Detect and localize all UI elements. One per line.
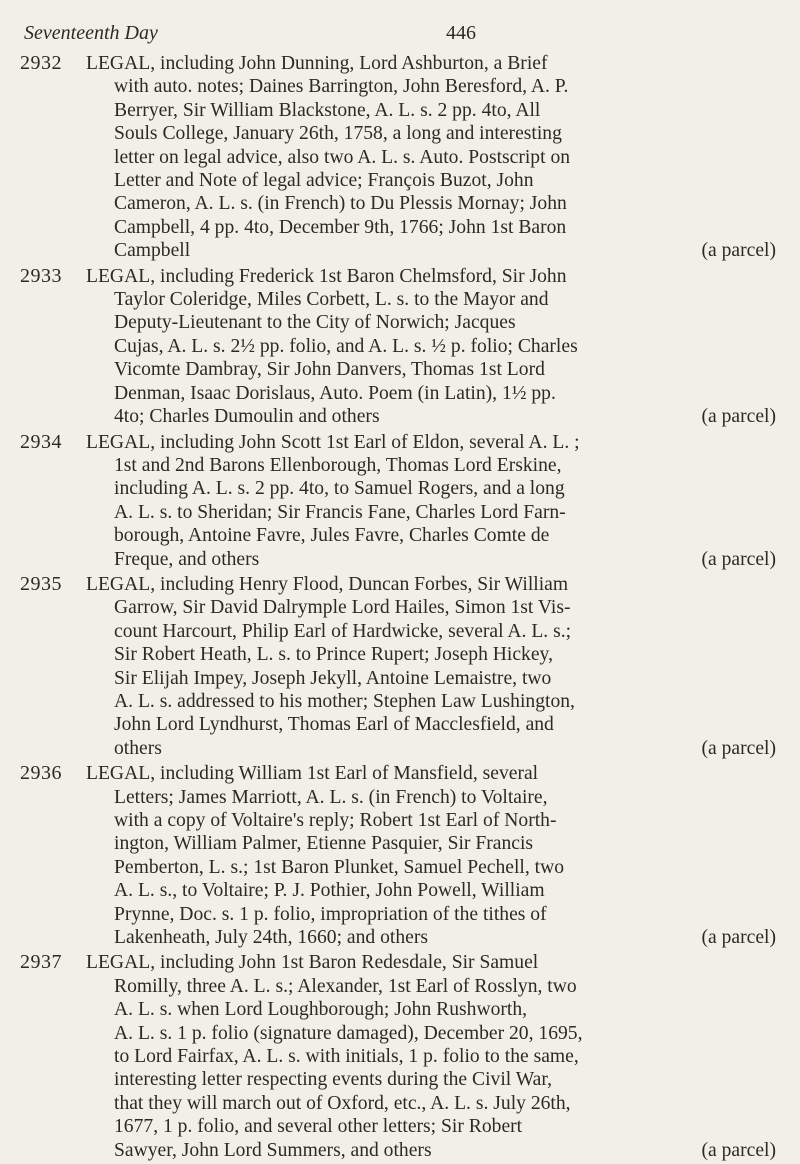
lot-list (20, 52, 780, 1164)
description-line: Sir Robert Heath, L. s. to Prince Rupert; Joseph Hickey, (114, 644, 553, 666)
description-line: Deputy-Lieutenant to the City of Norwich; Jacques (114, 312, 516, 334)
description-line: borough, Antoine Favre, Jules Favre, Charles Comte de (114, 525, 550, 547)
description-line: with auto. notes; Daines Barrington, John Beresford, A. P. (114, 76, 569, 98)
parcel-note: (a parcel) (701, 240, 776, 262)
lot-description (86, 431, 780, 571)
lot-final-line (86, 926, 780, 949)
lot-final-line (86, 1139, 780, 1162)
description-line: that they will march out of Oxford, etc., A. L. s. July 26th, (114, 1092, 571, 1114)
parcel-note: (a parcel) (701, 927, 776, 949)
description-line: Berryer, Sir William Blackstone, A. L. s. 2 pp. 4to, All (114, 99, 541, 121)
lot-final-line (86, 737, 780, 760)
description-line: Campbell (114, 240, 191, 262)
description-line: 4to; Charles Dumoulin and others (114, 406, 380, 428)
description-line: Denman, Isaac Dorislaus, Auto. Poem (in Latin), 1½ pp. (114, 382, 556, 404)
description-line: ington, William Palmer, Etienne Pasquier, Sir Francis (114, 833, 534, 855)
page-header (24, 22, 760, 48)
parcel-note: (a parcel) (701, 1139, 776, 1161)
description-line: Garrow, Sir David Dalrymple Lord Hailes, Simon 1st Vis- (114, 597, 571, 619)
description-line: to Lord Fairfax, A. L. s. with initials, 1 p. folio to the same, (114, 1046, 579, 1068)
description-line: Sawyer, John Lord Summers, and others (114, 1139, 432, 1161)
description-line: Cameron, A. L. s. (in French) to Du Plessis Mornay; John (114, 193, 567, 215)
lot-final-line (86, 239, 780, 262)
description-line: A. L. s. 1 p. folio (signature damaged), December 20, 1695, (114, 1022, 583, 1044)
description-line: 1st and 2nd Barons Ellenborough, Thomas Lord Erskine, (114, 454, 562, 476)
description-line: Freque, and others (114, 548, 260, 570)
lot-description (86, 762, 780, 949)
description-line: Cujas, A. L. s. 2½ pp. folio, and A. L. s. ½ p. folio; Charles (114, 335, 578, 357)
parcel-note: (a parcel) (701, 737, 776, 759)
description-line: LEGAL, including Frederick 1st Baron Chelmsford, Sir John (86, 265, 567, 287)
description-line: Letters; James Marriott, A. L. s. (in French) to Voltaire, (114, 786, 548, 808)
description-line: A. L. s. to Sheridan; Sir Francis Fane, Charles Lord Farn- (114, 501, 566, 523)
description-line: count Harcourt, Philip Earl of Hardwicke, several A. L. s.; (114, 620, 572, 642)
description-line: A. L. s. when Lord Loughborough; John Rushworth, (114, 999, 528, 1021)
description-line: 1677, 1 p. folio, and several other letters; Sir Robert (114, 1116, 523, 1138)
lot-number: 2936 (20, 762, 62, 785)
lot-number: 2935 (20, 572, 62, 595)
lot-description (86, 951, 780, 1162)
description-line: including A. L. s. 2 pp. 4to, to Samuel Rogers, and a long (114, 478, 565, 500)
lot-entry (20, 431, 780, 571)
description-line: LEGAL, including Henry Flood, Duncan Forbes, Sir William (86, 573, 569, 595)
lot-description (86, 265, 780, 429)
lot-description (86, 573, 780, 760)
description-line: A. L. s., to Voltaire; P. J. Pothier, John Powell, William (114, 880, 545, 902)
description-line: with a copy of Voltaire's reply; Robert 1st Earl of North- (114, 810, 557, 831)
parcel-note: (a parcel) (701, 548, 776, 570)
lot-number: 2934 (20, 430, 62, 453)
description-line: Campbell, 4 pp. 4to, December 9th, 1766; John 1st Baron (114, 216, 567, 238)
description-line: Pemberton, L. s.; 1st Baron Plunket, Samuel Pechell, two (114, 856, 565, 878)
description-line: Prynne, Doc. s. 1 p. folio, impropriation of the tithes of (114, 903, 547, 925)
description-line: Letter and Note of legal advice; François Buzot, John (114, 170, 534, 192)
running-head: Seventeenth Day (24, 22, 158, 44)
lot-number: 2932 (20, 52, 62, 74)
description-line: Lakenheath, July 24th, 1660; and others (114, 927, 428, 949)
description-line: Sir Elijah Impey, Joseph Jekyll, Antoine Lemaistre, two (114, 667, 552, 689)
description-line: LEGAL, including John Scott 1st Earl of Eldon, several A. L. ; (86, 431, 580, 453)
page-number: 446 (446, 22, 476, 44)
lot-number: 2937 (20, 951, 62, 974)
description-line: interesting letter respecting events during the Civil War, (114, 1069, 553, 1091)
lot-entry (20, 265, 780, 429)
description-line: LEGAL, including William 1st Earl of Mansfield, several (86, 763, 539, 785)
lot-entry (20, 52, 780, 263)
lot-number: 2933 (20, 264, 62, 287)
lot-description (86, 52, 780, 263)
lot-entry (20, 762, 780, 949)
lot-entry (20, 951, 780, 1162)
lot-final-line (86, 405, 780, 428)
description-line: Taylor Coleridge, Miles Corbett, L. s. to the Mayor and (114, 289, 549, 311)
parcel-note: (a parcel) (701, 406, 776, 428)
description-line: LEGAL, including John Dunning, Lord Ashburton, a Brief (86, 53, 548, 74)
description-line: letter on legal advice, also two A. L. s. Auto. Postscript on (114, 146, 571, 168)
description-line: LEGAL, including John 1st Baron Redesdale, Sir Samuel (86, 952, 539, 974)
description-line: John Lord Lyndhurst, Thomas Earl of Macclesfield, and (114, 714, 554, 736)
lot-entry (20, 573, 780, 760)
description-line: Romilly, three A. L. s.; Alexander, 1st Earl of Rosslyn, two (114, 975, 577, 997)
lot-final-line (86, 548, 780, 571)
description-line: others (114, 737, 162, 759)
description-line: Vicomte Dambray, Sir John Danvers, Thomas 1st Lord (114, 359, 545, 381)
description-line: Souls College, January 26th, 1758, a long and interesting (114, 123, 562, 145)
description-line: A. L. s. addressed to his mother; Stephen Law Lushington, (114, 690, 575, 712)
